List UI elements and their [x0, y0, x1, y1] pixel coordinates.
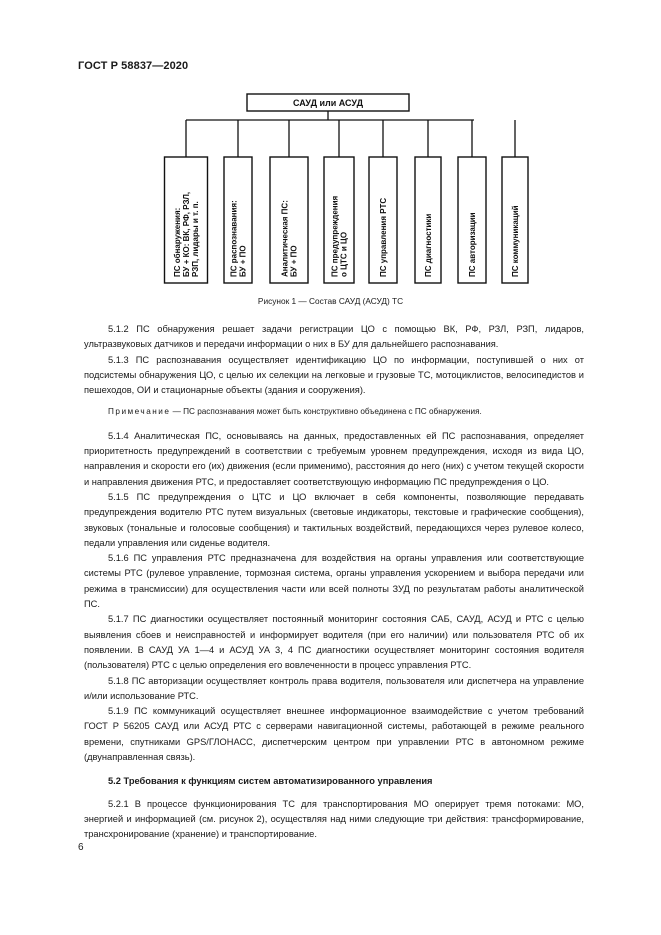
diagram-box-2-line-2: БУ + ПО	[238, 245, 248, 277]
diagram-box-4-line-2: о ЦТС и ЦО	[339, 231, 349, 277]
diagram-box-1-line-3: РЗП, лидары и т. п.	[191, 201, 201, 277]
paragraph-5-1-9: 5.1.9 ПС коммуникаций осуществляет внешнее информационное взаимодействие с учетом требований ГОСТ Р 56205 САУД или АСУД РТС с серверами навигационной системы, работающей в режиме реального времени, спутниками GPS/ГЛОНАСС, диспетчерским центром при управлении РТС в автономном режиме (двунаправленная связь).	[84, 706, 584, 763]
diagram-box-4-line-1: ПС предупреждения	[330, 195, 340, 277]
page-number: 6	[78, 842, 84, 853]
paragraph-5-1-3: 5.1.3 ПС распознавания осуществляет идентификацию ЦО по информации, поступившей о них от подсистемы обнаружения ЦО, с целью их селекции на легковые и грузовые ТС, мотоциклистов, велосипедистов и пешеходов, ОИ и стационарные объекты (здания и сооружения).	[84, 354, 584, 396]
paragraph-5-1-2: 5.1.2 ПС обнаружения решает задачи регистрации ЦО с помощью ВК, РФ, РЗЛ, РЗП, лидаров, ультразвуковых датчиков и передачи информации о них в БУ для дальнейшего распознавания.	[84, 324, 584, 350]
body-text	[84, 322, 584, 843]
figure-caption: Рисунок 1 — Состав САУД (АСУД) ТС	[257, 296, 404, 306]
diagram-box-3-line-2: БУ + ПО	[289, 245, 299, 277]
note	[84, 404, 584, 419]
diagram-box-8-line-1: ПС коммуникаций	[511, 205, 520, 277]
diagram-root-label: САУД или АСУД	[293, 98, 363, 108]
diagram-box-5-line-1: ПС управления РТС	[379, 197, 388, 277]
paragraph-5-1-8: 5.1.8 ПС авторизации осуществляет контроль права водителя, пользователя или диспетчера на управление и/или использование РТС.	[84, 675, 584, 701]
paragraph-5-1-4: 5.1.4 Аналитическая ПС, основываясь на данных, предоставленных ей ПС распознавания, определяет приоритетность предупреждений в соответствии с требуемым уровнем предупреждения, исходя из вида ЦО, направления и скорости его (их) движения (если применимо), расстояния до него (них) с учетом текущей скорости и направления движения РТС, и предоставляет соответствующую информацию ПС предупреждения о ЦО.	[84, 430, 584, 487]
diagram-box-6-line-1: ПС диагностики	[424, 213, 433, 277]
composition-diagram	[0, 0, 661, 300]
note-label: Примечание	[108, 407, 171, 417]
diagram-box-2-line-1: ПС распознавания:	[229, 200, 239, 277]
diagram-box-1-line-1: ПС обнаружения:	[172, 207, 182, 277]
paragraph-5-2-1: 5.2.1 В процессе функционирования ТС для транспортирования МО оперирует тремя потоками: МО, энергией и информацией (см. рисунок 2), осуществляя над ними следующие три действия: трансформирование, трансхронирование (хранение) и транспортирование.	[84, 798, 584, 840]
section-heading-5-2: 5.2 Требования к функциям систем автоматизированного управления	[108, 776, 433, 787]
paragraph-5-1-5: 5.1.5 ПС предупреждения о ЦТС и ЦО включает в себя компоненты, позволяющие передавать предупреждения водителю РТС путем визуальных (световые индикаторы, текстовые и графические сообщения), звуковых (тональные и голосовые сообщения) и тактильных воздействий, передающихся через рулевое колесо, педали управления или сиденье водителя.	[84, 491, 584, 548]
diagram-subsystems	[165, 120, 529, 283]
paragraph-5-1-6: 5.1.6 ПС управления РТС предназначена для воздействия на органы управления или соответствующие системы РТС (рулевое управление, тормозная система, органы управления ускорением и выбора передачи или режима в трансмиссии) для осуществления части или всей полноты ЗУД по результатам работы аналитической ПС.	[84, 553, 584, 610]
diagram-box-7-line-1: ПС авторизации	[468, 212, 477, 277]
paragraph-5-1-7: 5.1.7 ПС диагностики осуществляет постоянный мониторинг состояния САБ, САУД, АСУД и РТС с целью выявления сбоев и неисправностей и информирует водителя (при его наличии) или пользователя РТС об их появлении. В САУД УА 1—4 и АСУД УА 3, 4 ПС диагностики осуществляет мониторинг состояния водителя (пользователя) РТС с целью определения его вовлеченности в процесс управления РТС.	[84, 614, 584, 671]
note-text: — ПС распознавания может быть конструктивно объединена с ПС обнаружения.	[170, 407, 482, 417]
document-header: ГОСТ Р 58837—2020	[78, 60, 189, 72]
diagram-box-3-line-1: Аналитическая ПС:	[280, 200, 290, 277]
diagram-box-1-line-2: БУ + КО: ВК, РФ, РЗЛ,	[182, 191, 191, 277]
